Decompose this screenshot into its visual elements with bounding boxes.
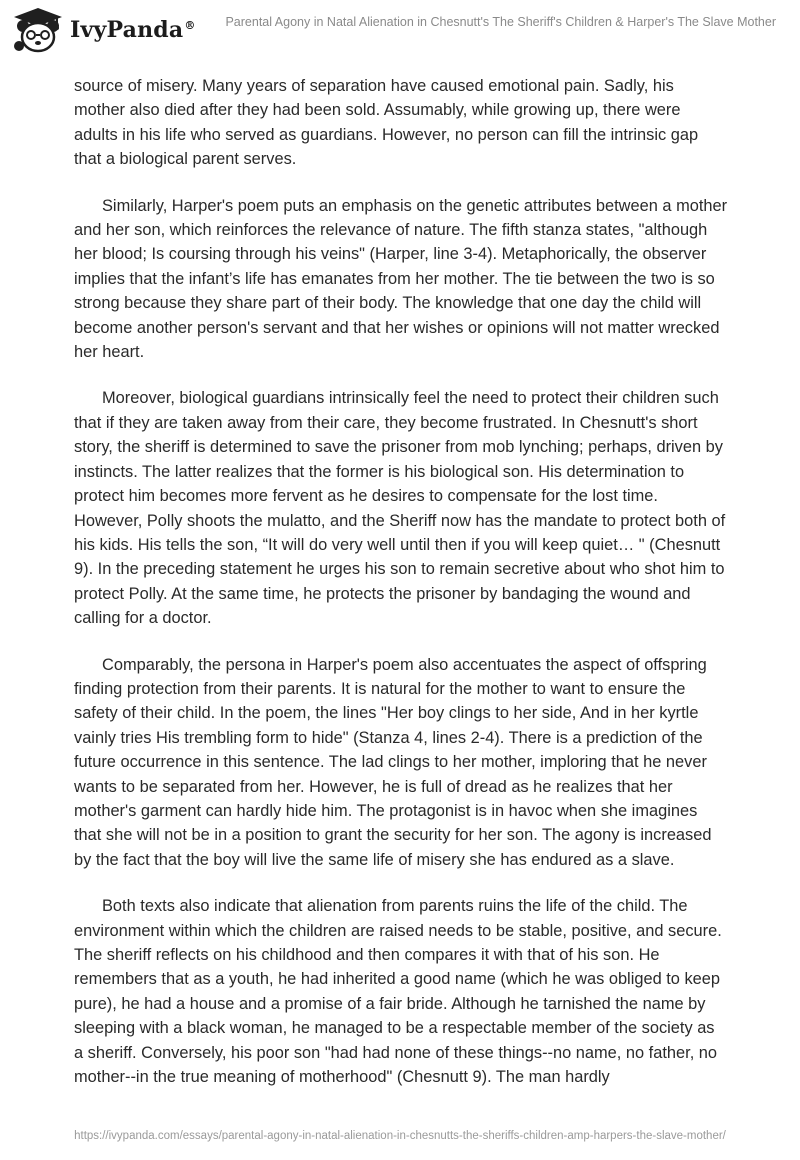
paragraph: Both texts also indicate that alienation from parents ruins the life of the child. The environment within which the children are raised needs to be stable, positive, and secure. The sheriff reflects on his childhood and then compares it with that of his son. He remembers that as a youth, he had inherited a good name (which he was obliged to keep pure), he had a house and a promise of a fair bride. Although he tarnished the name by sleeping with a black woman, he managed to be a respectable member of the society as a sheriff. Conversely, his poor son "had had none of these things--no name, no father, no mother--in the true meaning of motherhood" (Chesnutt 9). The man hardly (74, 897, 722, 1087)
document-title: Parental Agony in Natal Alienation in Chesnutt's The Sheriff's Children & Harper's The Slave Mother (225, 15, 776, 29)
paragraph: Comparably, the persona in Harper's poem also accentuates the aspect of offspring finding protection from their parents. It is natural for the mother to want to ensure the safety of their child. In the poem, the lines "Her boy clings to her side, And in her kyrtle vainly tries His trembling form to hide" (Stanza 4, lines 2-4). There is a prediction of the future occurrence in this sentence. The lad clings to her mother, imploring that he never wants to be separated from her. However, he is full of dread as he realizes that her mother's garment can hardly hide him. The protagonist is in havoc when she imagines that she will not be in a position to grant the security for her son. The agony is increased by the fact that the boy will live the same life of misery she has endured as a slave. (74, 655, 712, 869)
page-header (0, 0, 800, 60)
paragraph: Similarly, Harper's poem puts an emphasis on the genetic attributes between a mother and her son, which reinforces the relevance of nature. The fifth stanza states, "although her blood; Is coursing through his veins" (Harper, line 3-4). Metaphorically, the observer implies that the infant’s life has emanates from her mother. The tie between the two is so strong because they share part of their body. The knowledge that one day the child will become another person's servant and that her wishes or opinions will not matter wrecked her heart. (74, 196, 728, 362)
ivypanda-logo[interactable] (12, 6, 196, 54)
source-url[interactable]: https://ivypanda.com/essays/parental-agony-in-natal-alienation-in-chesnutts-the-sheriffs-children-amp-harpers-the-slave-mother/ (74, 1130, 726, 1142)
brand-text: IvyPanda (70, 17, 184, 43)
brand-name (70, 17, 196, 43)
paragraph: source of misery. Many years of separation have caused emotional pain. Sadly, his mother also died after they had been sold. Assumably, while growing up, there were adults in his life who served as guardians. However, no person can fill the intrinsic gap that a biological parent serves. (74, 77, 699, 169)
paragraph: Moreover, biological guardians intrinsically feel the need to protect their children such that if they are taken away from their care, they become frustrated. In Chesnutt's short story, the sheriff is determined to save the prisoner from mob lynching; perhaps, driven by instincts. The latter realizes that the former is his biological son. His determination to protect him becomes more fervent as he desires to compensate for the lost time. However, Polly shoots the mulatto, and the Sheriff now has the mandate to protect both of his kids. His tells the son, “It will do very well until then if you will keep quiet… " (Chesnutt 9). In the preceding statement he urges his son to remain secretive about who shot him to protect Polly. At the same time, he protects the prisoner by bandaging the wound and calling for a doctor. (74, 389, 726, 628)
panda-graduate-icon (12, 6, 64, 54)
essay-body (74, 74, 728, 1111)
registered-mark: ® (184, 18, 196, 32)
